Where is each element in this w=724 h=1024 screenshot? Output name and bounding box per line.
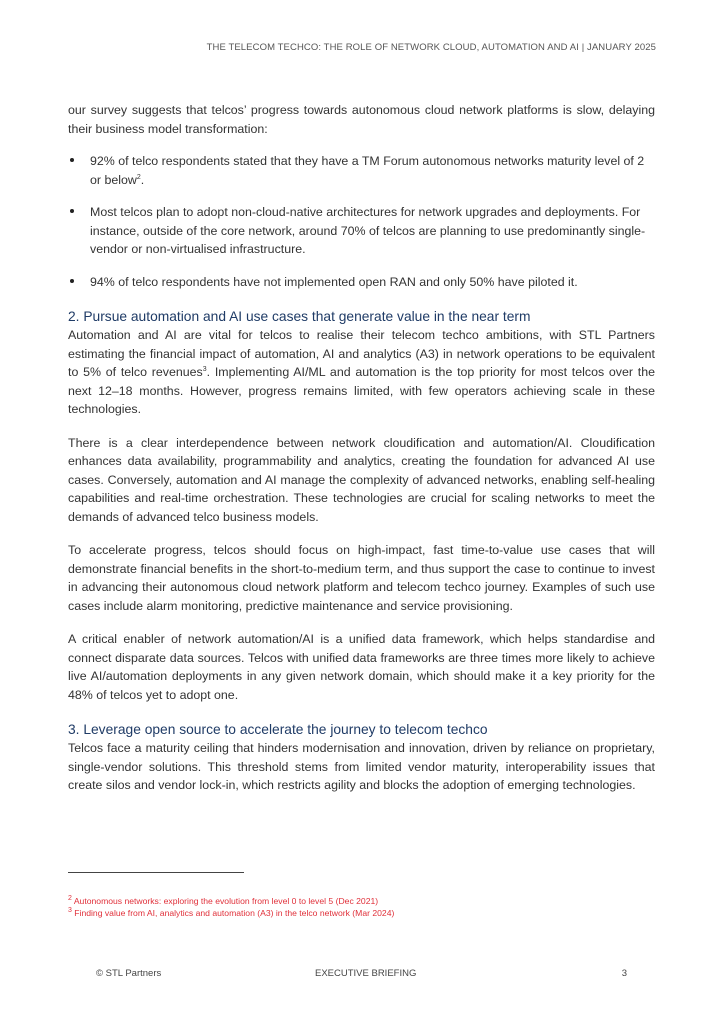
list-item-text: 92% of telco respondents stated that they have a TM Forum autonomous networks maturity level of 2 or below	[90, 154, 645, 187]
footnote-ref[interactable]: 3	[202, 365, 207, 373]
list-item	[68, 203, 655, 259]
intro-paragraph: our survey suggests that telcos’ progress towards autonomous cloud network platforms is slow, delaying their business model transformation:	[68, 103, 655, 136]
section-2-paragraph-3: To accelerate progress, telcos should focus on high-impact, fast time-to-value use cases that will demonstrate financial benefits in the short-to-medium term, and thus support the case to continue to invest in advancing their autonomous cloud network platform and telecom techco journey. Examples of such use cases include alarm monitoring, predictive maintenance and service provisioning.	[68, 543, 655, 613]
section-2-heading: 2. Pursue automation and AI use cases that generate value in the near term	[68, 309, 531, 324]
section-3-paragraph-1: Telcos face a maturity ceiling that hinders modernisation and innovation, driven by reliance on proprietary, single-vendor solutions. This threshold stems from limited vendor maturity, interoperability issues that create silos and vendor lock-in, which restricts agility and blocks the adoption of emerging technologies.	[68, 741, 655, 792]
section-2-paragraph-1: Automation and AI are vital for telcos to realise their telecom techco ambitions, with STL Partners estimating the financial impact of automation, AI and analytics (A3) in network operations to be equivalent to 5% of telco revenues$^3$. Implementing AI/ML and automation is the top priority for most telcos over the next 12–18 months. However, progress remains limited, with few operators achieving scale in these technologies.	[68, 328, 655, 416]
bullet-icon	[70, 209, 74, 213]
bullet-icon	[70, 158, 74, 162]
page-number: 3	[621, 968, 627, 979]
list-item-tail: .	[140, 172, 145, 187]
footnote-link[interactable]: $^2$ Autonomous networks: exploring the evolution from level 0 to level 5 (Dec 2021)	[68, 895, 379, 906]
list-item	[68, 152, 655, 189]
list-item-text: Most telcos plan to adopt non-cloud-native architectures for network upgrades and deployments. For instance, outside of the core network, around 70% of telcos are planning to use predominantly single-vendor or non-virtualised infrastructure.	[90, 205, 646, 256]
footer-label: EXECUTIVE BRIEFING	[315, 968, 417, 979]
section-2-paragraph-2: There is a clear interdependence between network cloudification and automation/AI. Cloudification enhances data availability, programmability and analytics, creating the foundation for advanced AI use cases. Conversely, automation and AI manage the complexity of advanced networks, enabling self-healing capabilities and real-time orchestration. These technologies are crucial for scaling networks to meet the demands of advanced telco business models.	[68, 435, 655, 524]
footnote-ref[interactable]: 2	[136, 173, 141, 181]
running-header: THE TELECOM TECHCO: THE ROLE OF NETWORK CLOUD, AUTOMATION AND AI | JANUARY 2025	[206, 42, 656, 53]
bullet-icon	[70, 279, 74, 283]
footnote-divider	[68, 872, 244, 873]
findings-list	[68, 152, 655, 291]
list-item	[68, 273, 655, 292]
footnotes	[68, 896, 394, 919]
list-item-text: 94% of telco respondents have not implemented open RAN and only 50% have piloted it.	[90, 274, 578, 289]
section-2-paragraph-4: A critical enabler of network automation/AI is a unified data framework, which helps standardise and connect disparate data sources. Telcos with unified data frameworks are three times more likely to achieve live AI/automation deployments in any given network domain, which should make it a key priority for the 48% of telcos yet to adopt one.	[68, 632, 655, 702]
page-footer	[96, 968, 627, 982]
section-3-heading: 3. Leverage open source to accelerate the journey to telecom techco	[68, 722, 488, 737]
main-content	[68, 101, 655, 795]
footer-copyright: © STL Partners	[96, 968, 162, 979]
footnote-link[interactable]: $^3$ Finding value from AI, analytics and automation (A3) in the telco network (Mar 2024)	[68, 906, 395, 918]
